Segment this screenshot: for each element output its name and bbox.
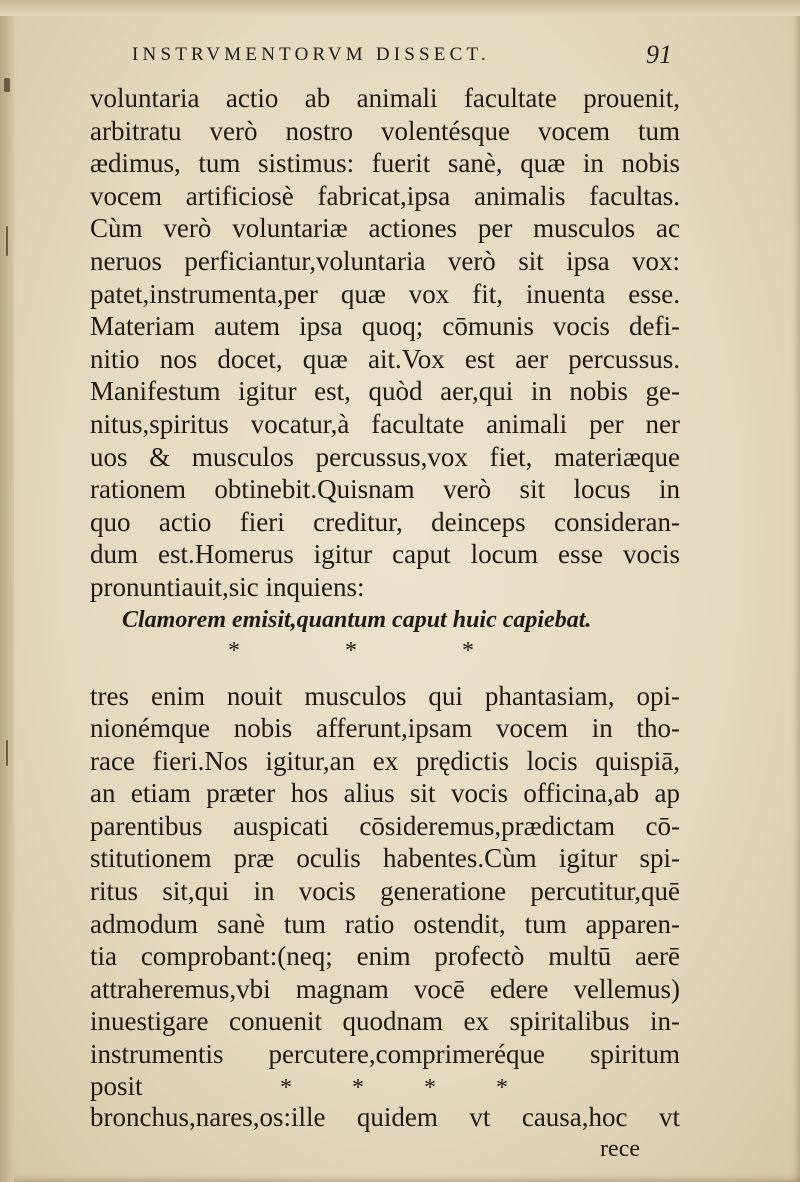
text-line: Manifestum igitur est, quòd aer,qui in nobis ge- <box>90 376 680 407</box>
text-line: rationem obtinebit.Quisnam verò sit locus in <box>90 474 680 505</box>
lacuna-asterisks <box>90 636 680 666</box>
homer-quotation: Clamorem emisit,quantum caput huic capiebat. <box>122 606 592 633</box>
text-line: nitio nos docet, quæ ait.Vox est aer percussus. <box>90 343 680 374</box>
text-line: bronchus,nares,os:ille quidem vt causa,hoc vt <box>90 1101 680 1132</box>
asterisk: * <box>228 637 240 664</box>
asterisk: * <box>462 637 474 664</box>
asterisk: * <box>345 637 357 664</box>
text-fragment: posit <box>90 1070 143 1101</box>
text-line: inuestigare conuenit quodnam ex spiritalibus in- <box>90 1006 680 1037</box>
text-line: pronuntiauit,sic inquiens: <box>90 571 365 602</box>
page-header <box>132 40 672 76</box>
ink-mark <box>6 226 8 256</box>
page-number: 91 <box>646 40 672 69</box>
text-line: an etiam præter hos alius sit vocis officina,ab ap <box>90 778 680 809</box>
lacuna-asterisks <box>280 1074 508 1102</box>
text-line: quo actio fieri creditur, deinceps consideran- <box>90 506 680 537</box>
page-top-edge <box>0 0 800 16</box>
asterisk: * <box>496 1074 508 1101</box>
catchword: rece <box>600 1136 640 1163</box>
page-gutter-shadow <box>0 0 14 1182</box>
text-line: patet,instrumenta,per quæ vox fit, inuenta esse. <box>90 278 680 309</box>
text-line: stitutionem præ oculis habentes.Cùm igitur spi- <box>90 843 680 874</box>
text-line: tia comprobant:(neq; enim profectò multū aerē <box>90 941 680 972</box>
text-line: admodum sanè tum ratio ostendit, tum apparen- <box>90 908 680 939</box>
text-line: Materiam autem ipsa quoq; cōmunis vocis defi- <box>90 311 680 342</box>
text-line: attraheremus,vbi magnam vocē edere vellemus) <box>90 973 680 1004</box>
text-line: dum est.Homerus igitur caput locum esse vocis <box>90 539 680 570</box>
text-line: tres enim nouit musculos qui phantasiam, opi- <box>90 680 680 711</box>
text-line: race fieri.Nos igitur,an ex prędictis locis quispiā, <box>90 745 680 776</box>
text-line: vocem artificiosè fabricat,ipsa animalis facultas. <box>90 180 680 211</box>
text-line: Cùm verò voluntariæ actiones per musculos ac <box>90 213 680 244</box>
ink-mark <box>6 740 8 766</box>
asterisk: * <box>352 1074 364 1101</box>
text-line: neruos perficiantur,voluntaria verò sit ipsa vox: <box>90 245 680 276</box>
text-line: parentibus auspicati cōsideremus,prædictam cō- <box>90 810 680 841</box>
text-line: ædimus, tum sistimus: fuerit sanè, quæ in nobis <box>90 148 680 179</box>
lacuna-line <box>90 1071 680 1101</box>
asterisk: * <box>280 1074 292 1101</box>
text-line: ritus sit,qui in vocis generatione percutitur,quē <box>90 876 680 907</box>
text-line: nionémque nobis afferunt,ipsam vocem in tho- <box>90 713 680 744</box>
text-line: nitus,spiritus vocatur,à facultate animali per ner <box>90 408 680 439</box>
ink-mark <box>4 78 10 92</box>
paragraph-1 <box>90 82 680 604</box>
text-line: instrumentis percutere,comprimeréque spiritum <box>90 1039 680 1070</box>
running-head: INSTRVMENTORVM DISSECT. <box>132 44 490 65</box>
text-line: voluntaria actio ab animali facultate prouenit, <box>90 83 680 113</box>
paragraph-2 <box>90 680 680 1071</box>
text-line: uos & musculos percussus,vox fiet, materiæque <box>90 441 680 472</box>
asterisk: * <box>424 1074 436 1101</box>
text-block <box>90 82 680 1165</box>
text-line: arbitratu verò nostro volentésque vocem tum <box>90 115 680 146</box>
